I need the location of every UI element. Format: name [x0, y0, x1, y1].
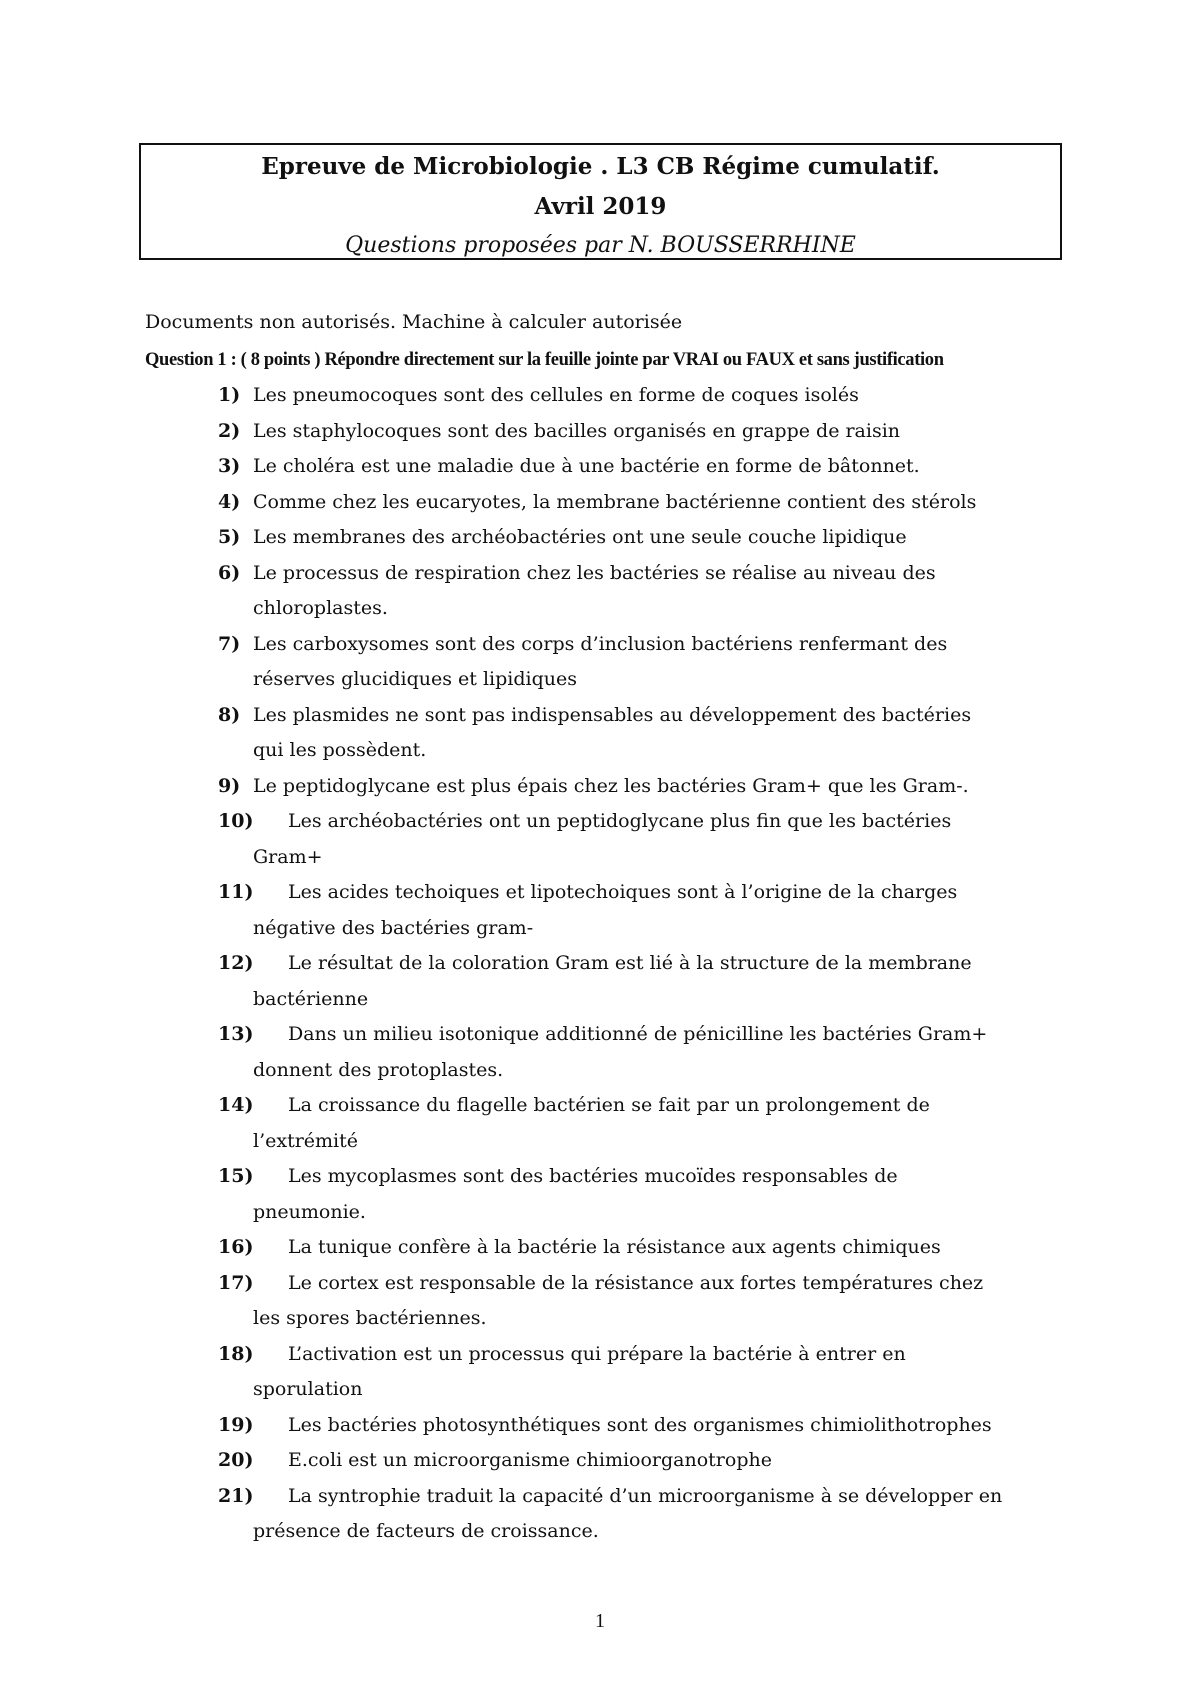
item-text-continuation: Gram+ [253, 845, 323, 868]
item-text: La syntrophie traduit la capacité d’un microorganisme à se développer en [288, 1484, 1003, 1507]
item-text-continuation: pneumonie. [253, 1200, 366, 1223]
item-text: Les plasmides ne sont pas indispensables au développement des bactéries [253, 703, 972, 726]
item-text: Le choléra est une maladie due à une bactérie en forme de bâtonnet. [253, 455, 920, 477]
item-number: 5) [218, 526, 241, 548]
item-text: Le résultat de la coloration Gram est lié à la structure de la membrane [288, 952, 972, 974]
item-number: 1) [218, 384, 241, 406]
item-text: Les pneumocoques sont des cellules en forme de coques isolés [253, 384, 859, 406]
item-number: 21) [218, 1484, 254, 1507]
item-number: 12) [218, 952, 254, 974]
item-text-continuation: sporulation [253, 1378, 363, 1400]
item-number: 14) [218, 1094, 254, 1116]
item-text: Le cortex est responsable de la résistance aux fortes températures chez [288, 1271, 984, 1294]
item-text: E.coli est un microorganisme chimioorganotrophe [288, 1449, 772, 1471]
item-number: 18) [218, 1342, 254, 1365]
item-number: 10) [218, 810, 254, 832]
item-text-continuation: bactérienne [253, 987, 369, 1010]
item-text: La croissance du flagelle bactérien se fait par un prolongement de [288, 1094, 930, 1116]
item-number: 6) [218, 561, 241, 584]
item-number: 20) [218, 1449, 254, 1471]
question-1-heading: Question 1 : ( 8 points ) Répondre directement sur la feuille jointe par VRAI ou FAUX et sans justification [145, 350, 944, 370]
page-number: 1 [595, 1610, 605, 1632]
item-text: Les bactéries photosynthétiques sont des organismes chimiolithotrophes [288, 1413, 992, 1436]
item-text-continuation: réserves glucidiques et lipidiques [253, 668, 577, 690]
item-number: 11) [218, 881, 254, 903]
item-number: 7) [218, 632, 241, 655]
exam-date: Avril 2019 [534, 193, 667, 220]
item-number: 17) [218, 1271, 254, 1294]
item-text-continuation: qui les possèdent. [253, 739, 427, 761]
item-number: 8) [218, 703, 241, 726]
item-number: 16) [218, 1236, 254, 1258]
item-text: L’activation est un processus qui prépare la bactérie à entrer en [288, 1342, 906, 1365]
item-text-continuation: négative des bactéries gram- [253, 916, 534, 939]
title-box [139, 143, 1062, 260]
item-text: Les carboxysomes sont des corps d’inclusion bactériens renfermant des [253, 632, 948, 655]
exam-title: Epreuve de Microbiologie . L3 CB Régime cumulatif. [261, 153, 940, 180]
item-text-continuation: l’extrémité [253, 1129, 359, 1152]
item-number: 15) [218, 1165, 254, 1187]
item-number: 3) [218, 455, 241, 477]
item-number: 9) [218, 774, 241, 797]
item-text: Le processus de respiration chez les bactéries se réalise au niveau des [253, 561, 936, 584]
item-number: 4) [218, 490, 241, 513]
item-text: Dans un milieu isotonique additionné de pénicilline les bactéries Gram+ [288, 1023, 988, 1045]
item-number: 2) [218, 419, 241, 442]
item-text-continuation: donnent des protoplastes. [253, 1058, 504, 1081]
item-text-continuation: présence de facteurs de croissance. [253, 1520, 599, 1542]
item-number: 19) [218, 1413, 254, 1436]
item-text: La tunique confère à la bactérie la résistance aux agents chimiques [288, 1236, 941, 1258]
item-text: Les staphylocoques sont des bacilles organisés en grappe de raisin [253, 419, 901, 442]
exam-author: Questions proposées par N. BOUSSERRHINE [345, 233, 856, 258]
item-text-continuation: les spores bactériennes. [253, 1307, 487, 1329]
item-text: Les archéobactéries ont un peptidoglycane plus fin que les bactéries [288, 810, 952, 832]
item-text: Comme chez les eucaryotes, la membrane bactérienne contient des stérols [253, 490, 977, 513]
instructions: Documents non autorisés. Machine à calculer autorisée [145, 311, 683, 333]
item-text-continuation: chloroplastes. [253, 597, 388, 619]
item-text: Le peptidoglycane est plus épais chez les bactéries Gram+ que les Gram-. [253, 774, 969, 797]
item-number: 13) [218, 1023, 254, 1045]
item-text: Les membranes des archéobactéries ont une seule couche lipidique [253, 526, 907, 548]
item-text: Les mycoplasmes sont des bactéries mucoïdes responsables de [288, 1165, 898, 1187]
item-text: Les acides techoiques et lipotechoiques sont à l’origine de la charges [288, 881, 958, 903]
